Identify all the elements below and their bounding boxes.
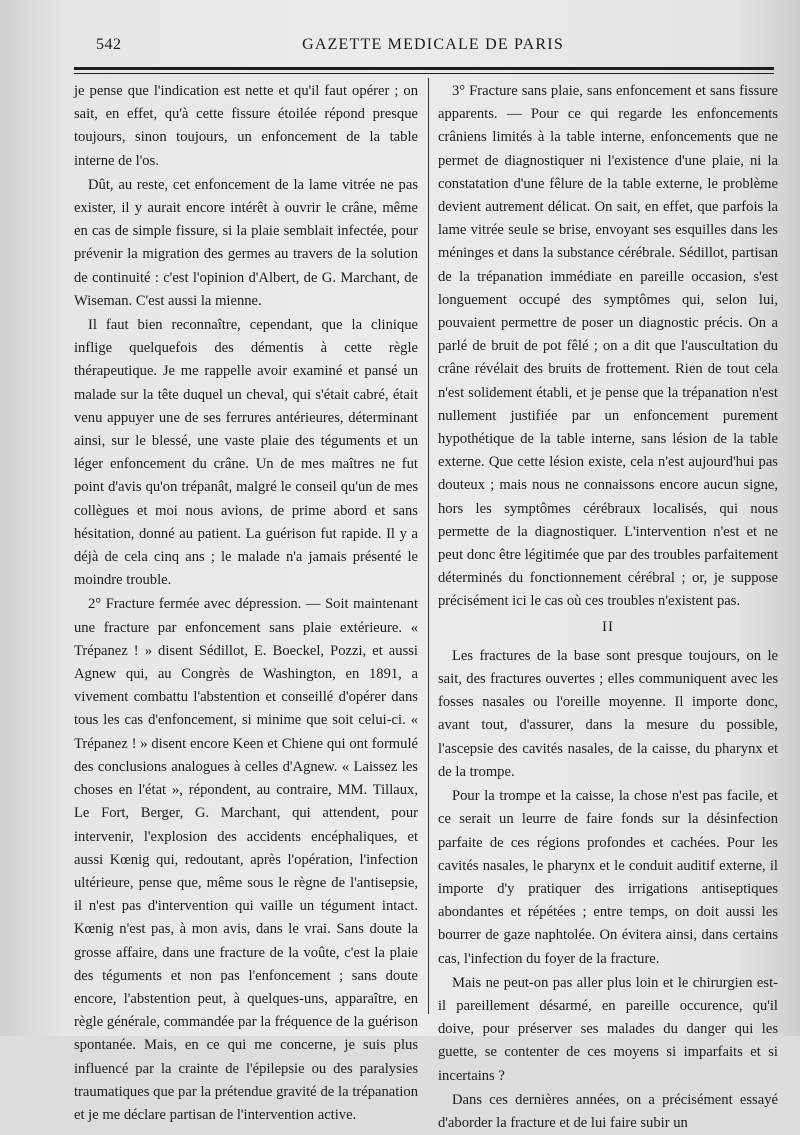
paragraph: Dans ces dernières années, on a précisément essayé d'aborder la fracture et de lui faire subir un <box>438 1091 778 1131</box>
paragraph: Mais ne peut-on pas aller plus loin et le chirurgien est-il pareillement désarmé, en pareille occurence, qu'il doive, pour préserver ses malades du danger qui les guette, se contenter de ces moyens si imparfaits et si incertains ? <box>438 974 778 1084</box>
paragraph: je pense que l'indication est nette et qu'il faut opérer ; on sait, en effet, qu'à cette fissure étoilée répond presque toujours, sinon toujours, un enfoncement de la table interne de l'os. <box>74 83 418 169</box>
right-column <box>438 80 778 1135</box>
paragraph: Les fractures de la base sont presque toujours, on le sait, des fractures ouvertes ; elles communiquent avec les fosses nasales ou l'oreille moyenne. Il importe donc, avant tout, d'assurer, dans la mesure du possible, l'ascepsie des cavités nasales, de la caisse, du pharynx et de la trompe. <box>438 647 778 780</box>
journal-title: GAZETTE MEDICALE DE PARIS <box>302 36 564 53</box>
paragraph: Il faut bien reconnaître, cependant, que la clinique inflige quelquefois des démentis à cette règle thérapeutique. Je me rappelle avoir examiné et pansé un malade sur la tête duquel un cheval, qui s'était cabré, était venu appuyer une de ses ferrures antérieures, déterminant ainsi, sur le blessé, une vaste plaie des téguments et un léger enfoncement du crâne. Un de mes maîtres ne fut point d'avis qu'on trépanât, malgré le conseil qu'un de mes collègues et moi nous avions, de prime abord et sans hésitation, donné au patient. La guérison fut rapide. Il y a déjà de cela cinq ans ; le malade n'a jamais présenté le moindre trouble. <box>74 317 418 589</box>
paragraph: Dût, au reste, cet enfoncement de la lame vitrée ne pas exister, il y aurait encore intérêt à ouvrir le crâne, même en cas de simple fissure, si la plaie semblait infectée, pour prévenir la migration des germes au travers de la solution de continuité : c'est l'opinion d'Albert, de G. Marchant, de Wiseman. C'est aussi la mienne. <box>74 176 418 309</box>
left-column <box>74 80 418 1127</box>
paragraph: Pour la trompe et la caisse, la chose n'est pas facile, et ce serait un leurre de faire fonds sur la désinfection parfaite de ces régions profondes et cachées. Pour les cavités nasales, le pharynx et le conduit auditif externe, il importe d'y pratiquer des irrigations antiseptiques abondantes et répétées ; entre temps, on doit aussi les bourrer de gaze naphtolée. On évitera ainsi, dans certains cas, l'infection du foyer de la fracture. <box>438 788 778 967</box>
page-header <box>96 30 770 64</box>
header-rule-thick <box>74 67 774 70</box>
column-divider <box>428 78 429 1014</box>
section-heading: II <box>602 618 614 635</box>
paragraph: 2° Fracture fermée avec dépression. — Soit maintenant une fracture par enfoncement sans plaie extérieure. « Trépanez ! » disent Sédillot, E. Boeckel, Pozzi, et aussi Agnew qui, au Congrès de Washington, en 1891, a vivement combattu l'abstention et conseillé d'opérer dans tous les cas d'enfoncement, si minime que soit celui-ci. « Trépanez ! » disent encore Keen et Chiene qui ont formulé des conclusions analogues à celles d'Agnew. « Laissez les choses en l'état », répondent, au contraire, MM. Tillaux, Le Fort, Berger, G. Marchant, qui attendent, pour intervenir, l'explosion des accidents encéphaliques, et aussi Kœnig qui, redoutant, après l'opération, l'infection ultérieure, pense que, même sous le règne de l'antisepsie, il n'est pas d'intervention qui vaille un tégument intact. Kœnig n'est pas, à mon avis, dans le vrai. Sans doute la grosse affaire, dans une fracture de la voûte, c'est la plaie des téguments et non pas l'enfoncement ; sans doute encore, l'abstention peut, à quelques-uns, apparaître, en règle générale, commandée par la fréquence de la guérison spontanée. Mais, en ce qui me concerne, je suis plus influencé par la crainte de l'épilepsie ou des paralysies traumatiques que par la prétendue gravité de la trépanation et je me déclare partisan de l'intervention active. <box>74 596 418 1123</box>
page-number: 542 <box>96 36 122 53</box>
header-rule-thin <box>74 73 774 74</box>
paragraph: 3° Fracture sans plaie, sans enfoncement et sans fissure apparents. — Pour ce qui regarde les enfoncements crâniens limités à la table interne, enfoncements que ne permet de diagnostiquer ni l'existence d'une plaie, ni la constatation d'une fêlure de la table externe, le problème devient autrement délicat. On sait, en effet, que parfois la lame vitrée seule se brise, envoyant ses esquilles dans les méninges et dans la substance cérébrale. Sédillot, partisan de la trépanation immédiate en pareille occasion, s'est longuement occupé des symptômes qui, selon lui, pouvaient permettre de poser un diagnostic précis. On a parlé de bruit de pot fêlé ; on a dit que l'auscultation du crâne révélait des bruits de frottement. Rien de tout cela n'est solidement établi, et je pense que la trépanation n'est nullement justifiée par un enfoncement purement hypothétique de la table interne, sans lésion de la table externe. Que cette lésion existe, cela n'est aujourd'hui pas douteux ; mais nous ne connaissons encore aucun signe, hors les symptômes cérébraux localisés, qui nous permette de la diagnostiquer. L'intervention n'est et ne peut donc être légitimée que par des troubles parfaitement déterminés du fonctionnement cérébral ; or, je suppose précisément ici le cas où ces troubles n'existent pas. <box>438 83 778 610</box>
